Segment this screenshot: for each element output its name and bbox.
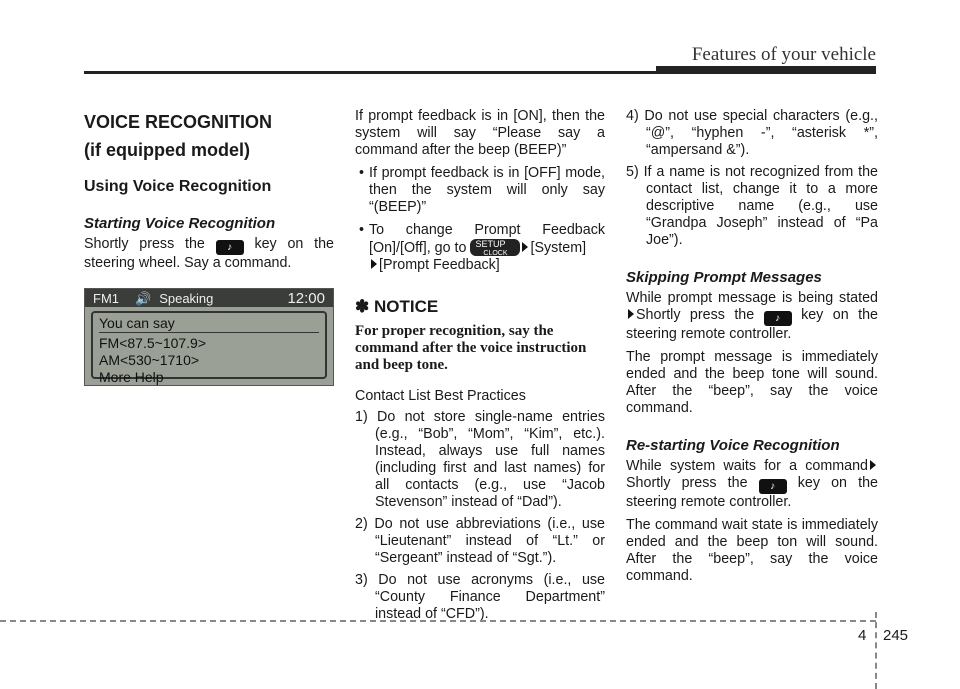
page-number: 245 [883, 627, 909, 644]
menu-path-system: [System] [530, 240, 587, 256]
arrow-right-icon [371, 259, 377, 269]
footer-rule [0, 620, 876, 622]
display-line: AM<530~1710> [99, 352, 200, 368]
header-title: Features of your vehicle [691, 44, 876, 65]
section-title-line2: (if equipped model) [84, 140, 250, 160]
clock-label: CLOCK [483, 250, 508, 257]
section-title-line1: VOICE RECOGNITION [84, 112, 273, 132]
display-topbar [85, 289, 333, 307]
voice-key-icon: ♪ [764, 311, 792, 326]
notice-title: ✽ NOTICE [355, 297, 439, 316]
arrow-right-icon [870, 460, 876, 470]
display-line: FM<87.5~107.9> [99, 335, 207, 351]
intro-paragraph: If prompt feedback is in [ON], then the system will say “Please say a command after the beep (BEEP)” [355, 108, 605, 158]
skipping-paragraph-2: The prompt message is immediately ended and the beep tone will sound. After the “beep”, say the voice command. [626, 349, 878, 416]
restart-text-a: While system waits for a command [626, 458, 868, 474]
starting-heading: Starting Voice Recognition [84, 215, 276, 232]
subtitle: Using Voice Recognition [84, 178, 272, 195]
bullet-text: To change Prompt Feedback [On]/[Off], go to [369, 222, 605, 256]
column-3 [626, 108, 878, 591]
setup-label: SETUP [475, 239, 506, 249]
footer-divider [875, 612, 877, 689]
bullet-item: • To change Prompt Feedback [On]/[Off], go to SETUP CLOCK [System] [Prompt Feedback] [359, 222, 605, 273]
column-2 [355, 108, 605, 628]
voice-key-icon: ♪ [216, 240, 244, 255]
starting-text-b: key on the steering wheel. Say a command. [84, 236, 334, 271]
list-item: 1) Do not store single-name entries (e.g., “Bob”, “Mom”, “Kim”, etc.). Instead, always use full names (including first and last names) for all contacts (e.g., use “Jacob Stevenson” instead of “Dad”). [355, 409, 605, 510]
notice-text: For proper recognition, say the command after the voice instruction and beep tone. [355, 323, 587, 373]
setup-clock-key-icon [470, 239, 520, 256]
list-item: 4) Do not use special characters (e.g., “@”, “hyphen -”, “asterisk *”, “ampersand &”). [626, 108, 878, 158]
skip-text-c: key on the steering remote controller. [626, 307, 878, 342]
skip-text-a: While prompt message is being stated [626, 290, 878, 306]
display-panel [91, 311, 327, 385]
list-item: 3) Do not use acronyms (i.e., use “County Finance Department” instead of “CFD”). [355, 572, 605, 622]
arrow-right-icon [522, 242, 528, 252]
starting-paragraph [84, 236, 334, 272]
display-time: 12:00 [287, 289, 325, 307]
display-status: Speaking [159, 290, 214, 306]
menu-path-prompt: [Prompt Feedback] [379, 257, 500, 273]
list-item: 2) Do not use abbreviations (i.e., use “Lieutenant” instead of “Lt.” or “Sergeant” instead of “Sgt.”). [355, 516, 605, 566]
restart-text-c: key on the steering remote controller. [626, 475, 878, 510]
list-title: Contact List Best Practices [355, 388, 526, 404]
bullet-text: If prompt feedback is in [OFF] mode, then the system will only say “(BEEP)” [369, 165, 605, 215]
header-rule [84, 71, 876, 74]
restart-text-b: Shortly press the [626, 475, 748, 491]
skipping-paragraph [626, 290, 878, 343]
radio-display-image [84, 288, 334, 386]
bullet-item: • If prompt feedback is in [OFF] mode, then the system will only say “(BEEP)” [359, 165, 605, 215]
column-1 [84, 108, 334, 386]
skipping-heading: Skipping Prompt Messages [626, 269, 822, 286]
arrow-right-icon [628, 309, 634, 319]
restarting-paragraph [626, 458, 878, 511]
skip-text-b: Shortly press the [636, 307, 755, 323]
display-line: You can say [99, 315, 319, 333]
chapter-number: 4 [858, 627, 867, 644]
display-band: FM1 [93, 290, 119, 306]
display-line: More Help [99, 369, 164, 385]
restarting-heading: Re-starting Voice Recognition [626, 437, 840, 454]
voice-key-icon: ♪ [759, 479, 787, 494]
list-item: 5) If a name is not recognized from the contact list, change it to a more descriptive name (e.g., use “Grandpa Joseph” instead of “Pa Joe”). [626, 164, 878, 248]
starting-text-a: Shortly press the [84, 236, 205, 252]
speaker-icon: 🔊 [135, 290, 152, 306]
restarting-paragraph-2: The command wait state is immediately ended and the beep ton will sound. After the “beep”, say the voice command. [626, 517, 878, 584]
